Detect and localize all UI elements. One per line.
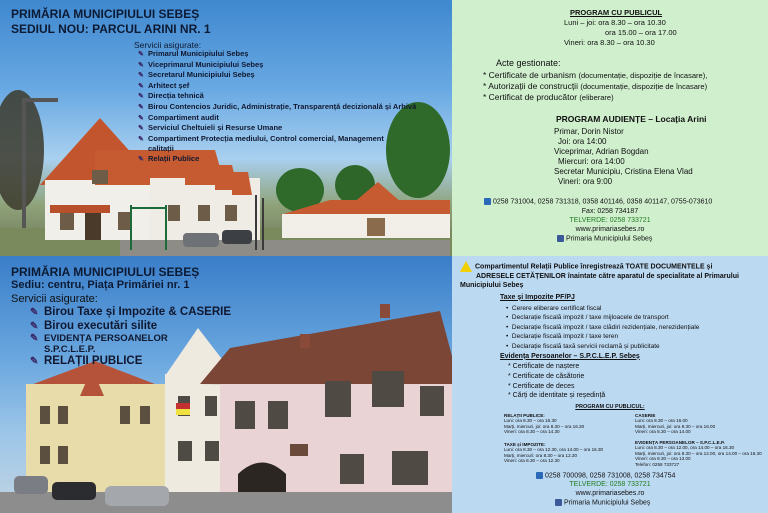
contact-website[interactable]: www.primariasebes.ro [575, 226, 645, 233]
acte-item: * Autorizații de construcții (documentație, dispoziție de încasare) [483, 81, 708, 91]
list-item: ✎ RELAȚII PUBLICE [30, 355, 143, 367]
contact-telverde: TELVERDE: 0258 733721 [569, 217, 651, 224]
panel-program-arini [452, 0, 768, 256]
notice-line: Municipiului Sebeș [460, 282, 524, 289]
contact-fax: Fax: 0258 734187 [581, 208, 639, 215]
list-item: • Declarație fiscală taxă servicii reclamă și publicitate [506, 342, 660, 350]
page-title: PRIMĂRIA MUNICIPIULUI SEBEȘ [11, 7, 200, 21]
list-item: ✎ Primarul Municipiului Sebeș [138, 49, 249, 58]
audiente-line: Secretar Municipiu, Cristina Elena Vlad [554, 167, 693, 176]
center-title: PRIMĂRIA MUNICIPIULUI SEBEȘ [11, 265, 200, 279]
center-services-list [30, 306, 231, 369]
schedule-relatii: RELAȚII PUBLICE: Luni: ora 8.30 – ora 16.30 Marți, miercuri, joi: ora 8.30 – ora 16.30 Vineri: ora 8.30 – ora 14.30 [504, 413, 585, 435]
evidenta-title: Evidența Persoanelor – S.P.C.L.E.P. Sebeș [500, 353, 640, 360]
schedule-taxe: TAXE și IMPOZITE: Luni: ora 8.30 – ora 12.30, ora 14.00 – ora 16.30 Marți, miercuri: ora 8.30 – ora 12.30 Vineri: ora 8.30 – ora 12.30 [504, 442, 604, 464]
evidenta-list [508, 362, 605, 401]
list-item: ✎ Direcția tehnică [138, 91, 204, 101]
services-heading: Servicii asigurate: [134, 40, 202, 50]
phone-icon [484, 198, 491, 205]
center-subtitle: Sediu: centru, Piața Primăriei nr. 1 [11, 279, 190, 291]
acte-item: * Certificat de producător (eliberare) [483, 92, 614, 102]
list-item: calitații [148, 144, 174, 154]
services-list [138, 49, 416, 165]
photo-center-headquarters [0, 256, 452, 513]
list-item: S.P.C.L.E.P. [44, 344, 96, 355]
list-item: • Declarație fiscală impozit / taxe teren [506, 333, 619, 341]
notice-line: Compartimentul Relații Publice înregistrează TOATE DOCUMENTELE și [460, 261, 712, 272]
photo-new-headquarters [0, 0, 452, 256]
page-subtitle: SEDIUL NOU: PARCUL ARINI NR. 1 [11, 22, 211, 36]
acte-item: * Certificate de urbanism (documentație, dispoziție de încasare), [483, 70, 708, 80]
list-item: • Cerere eliberare certificat fiscal [506, 305, 602, 312]
bottom-contact-website[interactable]: www.primariasebes.ro [575, 490, 645, 497]
list-item: ✎ Compartiment audit [138, 112, 219, 122]
center-services-heading: Servicii asigurate: [11, 293, 98, 305]
list-item: ✎ Compartiment Protecția mediului, Control comercial, Management [138, 133, 384, 143]
warning-icon [460, 261, 472, 272]
program-line: ora 15.00 – ora 17.00 [605, 28, 677, 37]
schedule-casierie: CASERIE Luni: ora 8.30 – ora 16.00 Marți, miercuri, joi: ora 8.30 – ora 16.00 Vineri: ora 8.30 – ora 14.00 [635, 413, 716, 435]
list-item: ✎ Birou executări silite [30, 319, 158, 332]
contact-facebook[interactable]: Primaria Municipiului Sebeș [557, 235, 652, 242]
audiente-line: Vineri: ora 9:00 [558, 177, 613, 186]
list-item: ✎ Relații Publice [138, 153, 200, 163]
taxe-list [506, 304, 699, 351]
bottom-contact-phones: 0258 700098, 0258 731008, 0258 734754 [536, 472, 675, 479]
audiente-line: Joi: ora 14:00 [558, 137, 607, 146]
list-item: ✎ EVIDENȚA PERSOANELOR [30, 333, 168, 344]
list-item: ✎ Viceprimarul Municipiului Sebeș [138, 59, 264, 69]
list-item: * Certificate de căsătorie [508, 372, 585, 380]
list-item: ✎ Birou Contencios Juridic, Administrație, Transparență decizională și Arhivă [138, 101, 417, 111]
acte-title: Acte gestionate: [496, 58, 561, 68]
list-item: ✎ Birou Taxe și Impozite & CASERIE [30, 306, 232, 318]
facebook-icon [555, 499, 562, 506]
list-item: ✎ Arhitect șef [138, 80, 190, 90]
audiente-line: Miercuri: ora 14:00 [558, 157, 625, 166]
list-item: ✎ Secretarul Municipiului Sebeș [138, 70, 255, 80]
audiente-line: Viceprimar, Adrian Bogdan [554, 147, 649, 156]
list-item: * Certificate de naștere [508, 363, 580, 370]
list-item: * Cărți de identitate și reședință [508, 392, 606, 400]
notice-line: ADRESELE CETĂȚENILOR înaintate către aparatul de specialitate al Primarului [476, 273, 739, 280]
list-item: • Declarație fiscală impozit / taxe mijloacele de transport [506, 314, 669, 322]
program-line: Vineri: ora 8.30 – ora 10.30 [564, 38, 655, 47]
taxe-title: Taxe și Impozite PF/PJ [500, 294, 575, 301]
schedule-evidenta: EVIDENȚA PERSOANELOR – S.P.C.L.E.P. Luni: ora 8.30 – ora 12.00, ora 14.00 – ora 16.30 Marți, miercuri, joi: ora 8.30 – ora 12.00, ora 14.00 – ora 16.30 Vineri: ora 8.30 – ora 13.00 Telefon: 0258 733727 [635, 440, 762, 467]
program-title: PROGRAM CU PUBLICUL [570, 8, 663, 17]
bottom-contact-telverde: TELVERDE: 0258 733721 [569, 481, 651, 488]
program-line: Luni – joi: ora 8.30 – ora 10.30 [564, 18, 666, 27]
list-item: • Declarație fiscală impozit / taxe clădiri rezidențiale, nerezidențiale [506, 323, 700, 331]
list-item: * Certificate de deces [508, 382, 575, 390]
audiente-line: Primar, Dorin Nistor [554, 127, 624, 136]
audiente-title: PROGRAM AUDIENȚE – Locația Arini [556, 114, 707, 124]
list-item: ✎ Serviciul Cheltuieli și Resurse Umane [138, 123, 283, 133]
panel-program-centru [452, 256, 768, 513]
facebook-icon [557, 235, 564, 242]
phone-icon [536, 472, 543, 479]
contact-phones: 0258 731004, 0258 731318, 0358 401146, 0358 401147, 0755-073610 [484, 198, 712, 205]
schedule-title: PROGRAM CU PUBLICUL: [575, 404, 645, 410]
bottom-contact-facebook[interactable]: Primaria Municipiului Sebeș [555, 499, 650, 506]
